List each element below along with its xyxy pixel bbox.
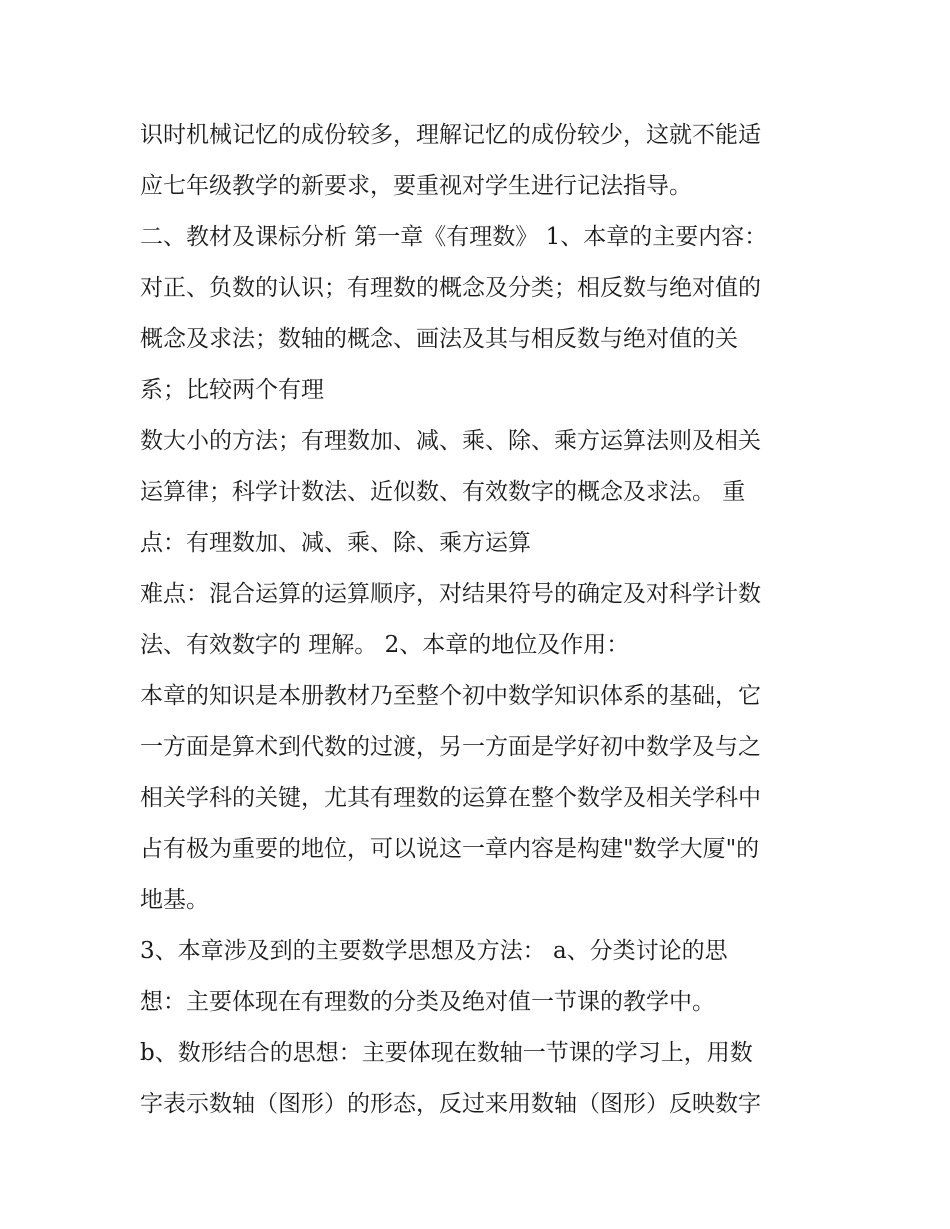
text-line: 概念及求法；数轴的概念、画法及其与相反数与绝对值的关 (140, 326, 738, 352)
text-line: 对正、负数的认识；有理数的概念及分类；相反数与绝对值的 (140, 275, 761, 301)
document-body (140, 110, 820, 1130)
text-line: 本章的知识是本册教材乃至整个初中数学知识体系的基础，它 (140, 683, 761, 709)
text-line: 难点：混合运算的运算顺序，对结果符号的确定及对科学计数 (140, 581, 761, 607)
text-line: 字表示数轴（图形）的形态，反过来用数轴（图形）反映数字 (140, 1091, 761, 1117)
text-line: 地基。 (140, 887, 209, 913)
text-line: b、数形结合的思想：主要体现在数轴一节课的学习上，用数 (140, 1040, 753, 1066)
text-line: 法、有效数字的 理解。 2、本章的地位及作用： (140, 632, 630, 658)
text-line: 3、本章涉及到的主要数学思想及方法： a、分类讨论的思 (140, 938, 728, 964)
text-line: 想：主要体现在有理数的分类及绝对值一节课的教学中。 (140, 989, 715, 1015)
text-line: 占有极为重要的地位，可以说这一章内容是构建"数学大厦"的 (140, 836, 760, 862)
text-line: 相关学科的关键，尤其有理数的运算在整个数学及相关学科中 (140, 785, 761, 811)
text-line: 系；比较两个有理 (140, 377, 324, 403)
text-line: 数大小的方法；有理数加、减、乘、除、乘方运算法则及相关 (140, 428, 761, 454)
text-line: 一方面是算术到代数的过渡，另一方面是学好初中数学及与之 (140, 734, 761, 760)
text-line: 运算律；科学计数法、近似数、有效数字的概念及求法。 重 (140, 479, 746, 505)
text-line: 识时机械记忆的成份较多，理解记忆的成份较少，这就不能适 (140, 122, 761, 148)
text-line: 应七年级教学的新要求，要重视对学生进行记法指导。 (140, 173, 692, 199)
text-line: 点：有理数加、减、乘、除、乘方运算 (140, 530, 531, 556)
text-line: 二、教材及课标分析 第一章《有理数》 1、本章的主要内容： (140, 224, 768, 250)
